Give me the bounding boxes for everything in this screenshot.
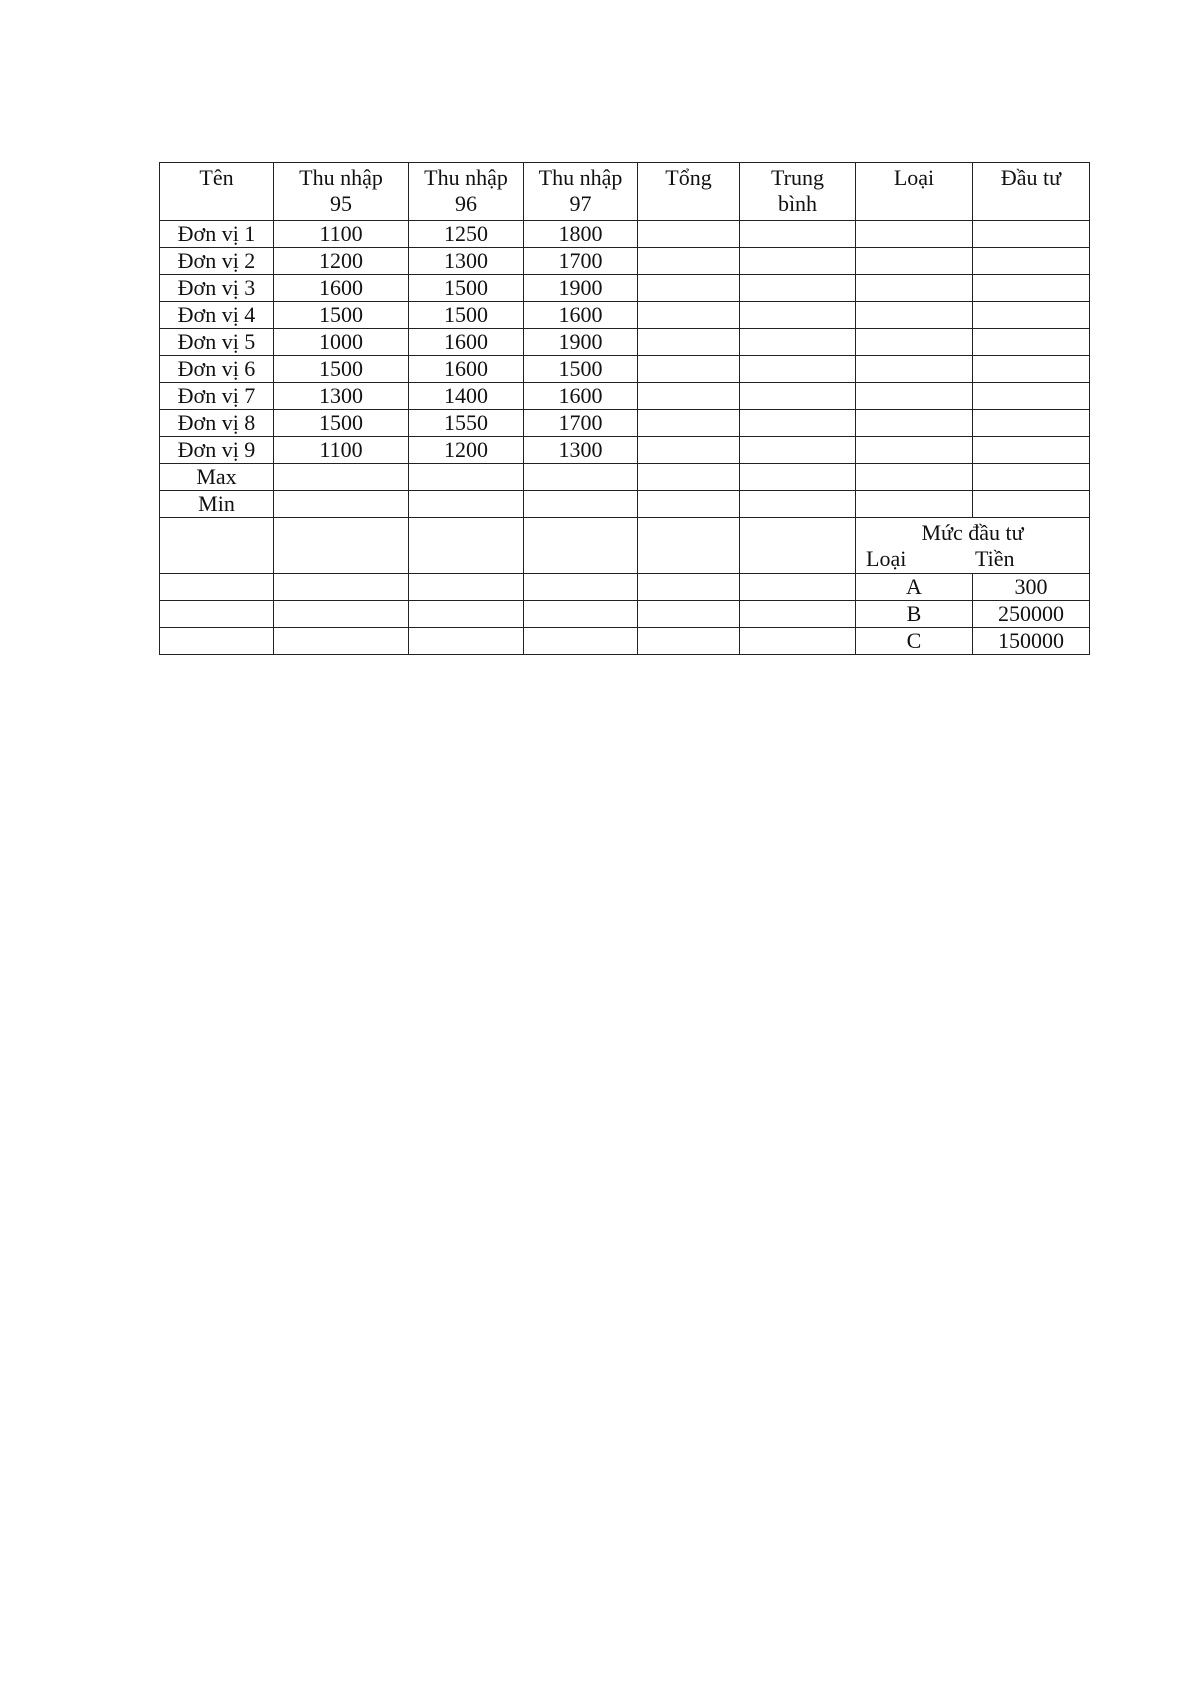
empty-cell: [638, 574, 740, 601]
muc-dau-tu-subheader: [860, 546, 1085, 572]
cell-tong: [638, 437, 740, 464]
cell-dau-tu: [973, 221, 1090, 248]
cell-ten: Đơn vị 5: [160, 329, 274, 356]
empty-cell: [274, 601, 409, 628]
cell-loai: [856, 221, 973, 248]
cell-ten: Đơn vị 3: [160, 275, 274, 302]
summary-cell: [973, 464, 1090, 491]
cell-thu-nhap-97: 1500: [524, 356, 638, 383]
muc-dau-tu-loai: C: [856, 628, 973, 655]
cell-loai: [856, 248, 973, 275]
muc-dau-tu-title: Mức đầu tư: [921, 519, 1024, 545]
table-row: [160, 221, 1090, 248]
summary-cell: [856, 464, 973, 491]
empty-cell: [274, 518, 409, 574]
summary-cell: [409, 464, 524, 491]
cell-ten: Đơn vị 6: [160, 356, 274, 383]
cell-trung-binh: [740, 329, 856, 356]
empty-cell: [740, 601, 856, 628]
muc-dau-tu-col-loai: Loại: [866, 545, 907, 571]
cell-thu-nhap-97: 1300: [524, 437, 638, 464]
cell-ten: Đơn vị 1: [160, 221, 274, 248]
cell-ten: Đơn vị 4: [160, 302, 274, 329]
cell-dau-tu: [973, 302, 1090, 329]
cell-thu-nhap-97: 1900: [524, 275, 638, 302]
summary-cell: [274, 464, 409, 491]
cell-thu-nhap-96: 1600: [409, 356, 524, 383]
empty-cell: [524, 628, 638, 655]
cell-ten: Đơn vị 8: [160, 410, 274, 437]
cell-dau-tu: [973, 383, 1090, 410]
header-loai: Loại: [856, 163, 973, 221]
muc-dau-tu-row: [160, 628, 1090, 655]
header-thu-nhap-95: Thu nhập 95: [274, 163, 409, 221]
summary-row-max: [160, 464, 1090, 491]
header-dau-tu: Đầu tư: [973, 163, 1090, 221]
table-row: [160, 302, 1090, 329]
empty-cell: [160, 518, 274, 574]
cell-thu-nhap-95: 1300: [274, 383, 409, 410]
empty-cell: [409, 518, 524, 574]
empty-cell: [638, 601, 740, 628]
summary-cell: [856, 491, 973, 518]
empty-cell: [274, 574, 409, 601]
table-row: [160, 275, 1090, 302]
cell-dau-tu: [973, 248, 1090, 275]
header-trung-binh: Trung bình: [740, 163, 856, 221]
cell-trung-binh: [740, 248, 856, 275]
cell-thu-nhap-96: 1250: [409, 221, 524, 248]
empty-cell: [409, 628, 524, 655]
cell-dau-tu: [973, 329, 1090, 356]
cell-thu-nhap-96: 1500: [409, 275, 524, 302]
income-table: [159, 162, 1090, 655]
summary-cell: [973, 491, 1090, 518]
cell-dau-tu: [973, 356, 1090, 383]
cell-loai: [856, 275, 973, 302]
empty-cell: [638, 518, 740, 574]
empty-cell: [740, 574, 856, 601]
empty-cell: [160, 574, 274, 601]
header-thu-nhap-96: Thu nhập 96: [409, 163, 524, 221]
cell-trung-binh: [740, 437, 856, 464]
cell-ten: Đơn vị 7: [160, 383, 274, 410]
summary-cell: [638, 491, 740, 518]
summary-cell: [740, 464, 856, 491]
summary-label-min: Min: [160, 491, 274, 518]
cell-thu-nhap-95: 1600: [274, 275, 409, 302]
summary-cell: [409, 491, 524, 518]
cell-dau-tu: [973, 437, 1090, 464]
empty-cell: [160, 601, 274, 628]
cell-trung-binh: [740, 410, 856, 437]
cell-thu-nhap-96: 1500: [409, 302, 524, 329]
cell-thu-nhap-96: 1400: [409, 383, 524, 410]
muc-dau-tu-tien: 250000: [973, 601, 1090, 628]
header-row: [160, 163, 1090, 221]
table-row: [160, 437, 1090, 464]
cell-thu-nhap-96: 1550: [409, 410, 524, 437]
cell-tong: [638, 410, 740, 437]
cell-tong: [638, 329, 740, 356]
cell-trung-binh: [740, 383, 856, 410]
cell-loai: [856, 383, 973, 410]
cell-thu-nhap-95: 1100: [274, 221, 409, 248]
cell-thu-nhap-95: 1100: [274, 437, 409, 464]
empty-cell: [638, 628, 740, 655]
summary-label-max: Max: [160, 464, 274, 491]
cell-thu-nhap-95: 1500: [274, 410, 409, 437]
cell-tong: [638, 356, 740, 383]
cell-ten: Đơn vị 9: [160, 437, 274, 464]
summary-cell: [524, 491, 638, 518]
cell-loai: [856, 329, 973, 356]
header-thu-nhap-97: Thu nhập 97: [524, 163, 638, 221]
empty-cell: [274, 628, 409, 655]
empty-cell: [524, 601, 638, 628]
summary-cell: [274, 491, 409, 518]
summary-cell: [638, 464, 740, 491]
muc-dau-tu-row: [160, 601, 1090, 628]
cell-thu-nhap-97: 1600: [524, 302, 638, 329]
summary-cell: [524, 464, 638, 491]
header-tong: Tổng: [638, 163, 740, 221]
table-row: [160, 356, 1090, 383]
muc-dau-tu-header: [856, 518, 1090, 574]
cell-tong: [638, 221, 740, 248]
cell-loai: [856, 356, 973, 383]
cell-dau-tu: [973, 275, 1090, 302]
cell-loai: [856, 437, 973, 464]
empty-cell: [524, 574, 638, 601]
summary-cell: [740, 491, 856, 518]
cell-trung-binh: [740, 356, 856, 383]
table-row: [160, 383, 1090, 410]
cell-thu-nhap-97: 1800: [524, 221, 638, 248]
muc-dau-tu-row: [160, 574, 1090, 601]
muc-dau-tu-loai: B: [856, 601, 973, 628]
muc-dau-tu-loai: A: [856, 574, 973, 601]
cell-thu-nhap-96: 1600: [409, 329, 524, 356]
cell-thu-nhap-97: 1700: [524, 248, 638, 275]
empty-cell: [524, 518, 638, 574]
cell-loai: [856, 302, 973, 329]
cell-thu-nhap-96: 1300: [409, 248, 524, 275]
cell-tong: [638, 248, 740, 275]
cell-tong: [638, 275, 740, 302]
cell-thu-nhap-95: 1200: [274, 248, 409, 275]
cell-ten: Đơn vị 2: [160, 248, 274, 275]
muc-dau-tu-tien: 300: [973, 574, 1090, 601]
cell-tong: [638, 383, 740, 410]
table-row: [160, 329, 1090, 356]
cell-thu-nhap-97: 1700: [524, 410, 638, 437]
cell-thu-nhap-95: 1000: [274, 329, 409, 356]
muc-dau-tu-tien: 150000: [973, 628, 1090, 655]
cell-thu-nhap-96: 1200: [409, 437, 524, 464]
cell-dau-tu: [973, 410, 1090, 437]
table-row: [160, 248, 1090, 275]
header-ten: Tên: [160, 163, 274, 221]
empty-cell: [160, 628, 274, 655]
cell-thu-nhap-95: 1500: [274, 302, 409, 329]
empty-cell: [409, 574, 524, 601]
empty-cell: [740, 518, 856, 574]
muc-dau-tu-col-tien: Tiền: [975, 545, 1015, 571]
cell-tong: [638, 302, 740, 329]
summary-row-min: [160, 491, 1090, 518]
empty-cell: [409, 601, 524, 628]
empty-cell: [740, 628, 856, 655]
cell-loai: [856, 410, 973, 437]
cell-thu-nhap-97: 1600: [524, 383, 638, 410]
cell-trung-binh: [740, 302, 856, 329]
table-row: [160, 410, 1090, 437]
cell-thu-nhap-97: 1900: [524, 329, 638, 356]
muc-dau-tu-header-row: [160, 518, 1090, 574]
cell-trung-binh: [740, 275, 856, 302]
cell-thu-nhap-95: 1500: [274, 356, 409, 383]
cell-trung-binh: [740, 221, 856, 248]
